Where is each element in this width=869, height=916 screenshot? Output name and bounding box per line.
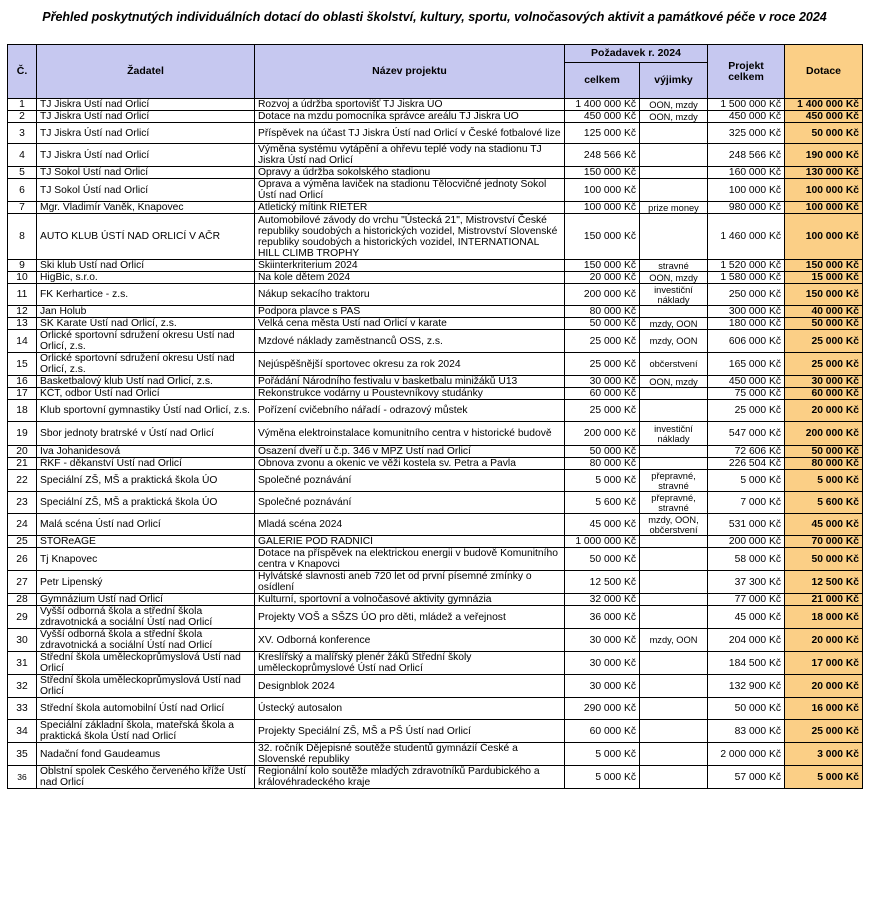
cell-request: 25 000 Kč xyxy=(565,353,640,376)
cell-request: 20 000 Kč xyxy=(565,272,640,284)
cell-project-total: 165 000 Kč xyxy=(708,353,785,376)
cell-no: 33 xyxy=(8,698,37,720)
cell-grant: 5 000 Kč xyxy=(785,766,863,789)
cell-exceptions xyxy=(640,606,708,629)
cell-applicant: TJ Jiskra Ústí nad Orlicí xyxy=(37,144,255,167)
cell-applicant: Jan Holub xyxy=(37,306,255,318)
cell-request: 290 000 Kč xyxy=(565,698,640,720)
cell-project: Designblok 2024 xyxy=(255,675,565,698)
header-project-total: Projekt celkem xyxy=(708,45,785,99)
cell-applicant: Střední škola automobilní Ústí nad Orlicí xyxy=(37,698,255,720)
cell-grant: 25 000 Kč xyxy=(785,330,863,353)
cell-exceptions: občerstvení xyxy=(640,353,708,376)
cell-no: 34 xyxy=(8,720,37,743)
cell-request: 30 000 Kč xyxy=(565,652,640,675)
cell-project-total: 450 000 Kč xyxy=(708,111,785,123)
cell-project: Kulturní, sportovní a volnočasové aktivity gymnázia xyxy=(255,594,565,606)
table-row xyxy=(8,284,863,306)
cell-grant: 25 000 Kč xyxy=(785,353,863,376)
cell-project-total: 75 000 Kč xyxy=(708,388,785,400)
cell-exceptions: mzdy, OON xyxy=(640,318,708,330)
header-request-total: celkem xyxy=(565,63,640,99)
cell-project: GALERIE POD RADNICÍ xyxy=(255,536,565,548)
cell-project: Projekty VOŠ a SŠZS ÚO pro děti, mládež a veřejnost xyxy=(255,606,565,629)
cell-project-total: 25 000 Kč xyxy=(708,400,785,422)
cell-exceptions: přepravné, stravné xyxy=(640,470,708,492)
table-row xyxy=(8,272,863,284)
cell-project-total: 132 900 Kč xyxy=(708,675,785,698)
cell-exceptions: stravné xyxy=(640,260,708,272)
cell-project: Společné poznávání xyxy=(255,470,565,492)
cell-applicant: Nadační fond Gaudeamus xyxy=(37,743,255,766)
cell-applicant: Oblstní spolek Českého červeného kříže Ústí nad Orlicí xyxy=(37,766,255,789)
header-applicant: Žadatel xyxy=(37,45,255,99)
cell-exceptions xyxy=(640,446,708,458)
cell-applicant: Petr Lipenský xyxy=(37,571,255,594)
cell-request: 1 000 000 Kč xyxy=(565,536,640,548)
cell-grant: 50 000 Kč xyxy=(785,446,863,458)
header-no: Č. xyxy=(8,45,37,99)
cell-project: Opravy a údržba sokolského stadionu xyxy=(255,167,565,179)
cell-exceptions xyxy=(640,536,708,548)
cell-project: Mladá scéna 2024 xyxy=(255,514,565,536)
table-row xyxy=(8,594,863,606)
cell-no: 23 xyxy=(8,492,37,514)
cell-grant: 100 000 Kč xyxy=(785,202,863,214)
cell-no: 1 xyxy=(8,99,37,111)
cell-project-total: 248 566 Kč xyxy=(708,144,785,167)
header-exceptions: výjimky xyxy=(640,63,708,99)
cell-grant: 20 000 Kč xyxy=(785,400,863,422)
cell-exceptions: OON, mzdy xyxy=(640,272,708,284)
cell-project-total: 325 000 Kč xyxy=(708,123,785,144)
cell-exceptions xyxy=(640,766,708,789)
header-project: Název projektu xyxy=(255,45,565,99)
cell-no: 15 xyxy=(8,353,37,376)
table-row xyxy=(8,353,863,376)
cell-project-total: 531 000 Kč xyxy=(708,514,785,536)
cell-no: 7 xyxy=(8,202,37,214)
cell-project-total: 83 000 Kč xyxy=(708,720,785,743)
cell-exceptions: přepravné, stravné xyxy=(640,492,708,514)
cell-project: Regionální kolo soutěže mladých zdravotníků Pardubického a královéhradeckého kraje xyxy=(255,766,565,789)
cell-request: 5 600 Kč xyxy=(565,492,640,514)
cell-applicant: Speciální ZŠ, MŠ a praktická škola ÚO xyxy=(37,470,255,492)
cell-grant: 50 000 Kč xyxy=(785,318,863,330)
cell-no: 24 xyxy=(8,514,37,536)
cell-project: Výměna systému vytápění a ohřevu teplé vody na stadionu TJ Jiskra Ústí nad Orlicí xyxy=(255,144,565,167)
table-row xyxy=(8,179,863,202)
cell-applicant: HigBic, s.r.o. xyxy=(37,272,255,284)
cell-no: 36 xyxy=(8,766,37,789)
cell-project: Ústecký autosalon xyxy=(255,698,565,720)
cell-applicant: SK Karate Ústí nad Orlicí, z.s. xyxy=(37,318,255,330)
cell-request: 12 500 Kč xyxy=(565,571,640,594)
cell-applicant: TJ Jiskra Ústí nad Orlicí xyxy=(37,99,255,111)
cell-request: 32 000 Kč xyxy=(565,594,640,606)
cell-applicant: Střední škola uměleckoprůmyslová Ústí nad Orlicí xyxy=(37,652,255,675)
table-row xyxy=(8,458,863,470)
cell-project-total: 77 000 Kč xyxy=(708,594,785,606)
table-row xyxy=(8,99,863,111)
cell-request: 50 000 Kč xyxy=(565,446,640,458)
cell-grant: 3 000 Kč xyxy=(785,743,863,766)
cell-request: 80 000 Kč xyxy=(565,306,640,318)
cell-project-total: 980 000 Kč xyxy=(708,202,785,214)
cell-no: 18 xyxy=(8,400,37,422)
cell-no: 3 xyxy=(8,123,37,144)
cell-project: Projekty Speciální ZŠ, MŠ a PŠ Ústí nad Orlicí xyxy=(255,720,565,743)
cell-no: 32 xyxy=(8,675,37,698)
cell-exceptions xyxy=(640,306,708,318)
cell-project: Skiinterkriterium 2024 xyxy=(255,260,565,272)
cell-grant: 25 000 Kč xyxy=(785,720,863,743)
cell-grant: 50 000 Kč xyxy=(785,123,863,144)
cell-project-total: 1 520 000 Kč xyxy=(708,260,785,272)
table-row xyxy=(8,260,863,272)
table-row xyxy=(8,571,863,594)
cell-applicant: Ski klub Ústí nad Orlicí xyxy=(37,260,255,272)
cell-project: Podpora plavce s PAS xyxy=(255,306,565,318)
cell-request: 36 000 Kč xyxy=(565,606,640,629)
cell-project: Rekonstrukce vodárny u Poustevníkovy studánky xyxy=(255,388,565,400)
table-row xyxy=(8,492,863,514)
cell-grant: 16 000 Kč xyxy=(785,698,863,720)
cell-applicant: Speciální ZŠ, MŠ a praktická škola ÚO xyxy=(37,492,255,514)
cell-no: 2 xyxy=(8,111,37,123)
cell-exceptions xyxy=(640,214,708,260)
cell-request: 150 000 Kč xyxy=(565,260,640,272)
cell-project-total: 547 000 Kč xyxy=(708,422,785,446)
cell-request: 200 000 Kč xyxy=(565,422,640,446)
table-row xyxy=(8,202,863,214)
cell-grant: 80 000 Kč xyxy=(785,458,863,470)
cell-project-total: 160 000 Kč xyxy=(708,167,785,179)
cell-request: 248 566 Kč xyxy=(565,144,640,167)
cell-project: Výměna elektroinstalace komunitního centra v historické budově xyxy=(255,422,565,446)
cell-applicant: Orlické sportovní sdružení okresu Ústí nad Orlicí, z.s. xyxy=(37,353,255,376)
cell-applicant: AUTO KLUB ÚSTÍ NAD ORLICÍ V AČR xyxy=(37,214,255,260)
cell-project-total: 184 500 Kč xyxy=(708,652,785,675)
cell-no: 22 xyxy=(8,470,37,492)
cell-exceptions: mzdy, OON, občerstvení xyxy=(640,514,708,536)
cell-no: 6 xyxy=(8,179,37,202)
table-row xyxy=(8,306,863,318)
cell-applicant: Střední škola uměleckoprůmyslová Ústí nad Orlicí xyxy=(37,675,255,698)
cell-request: 450 000 Kč xyxy=(565,111,640,123)
cell-grant: 21 000 Kč xyxy=(785,594,863,606)
table-row xyxy=(8,514,863,536)
cell-grant: 45 000 Kč xyxy=(785,514,863,536)
cell-no: 16 xyxy=(8,376,37,388)
cell-no: 13 xyxy=(8,318,37,330)
cell-project-total: 5 000 Kč xyxy=(708,470,785,492)
table-row xyxy=(8,743,863,766)
cell-request: 30 000 Kč xyxy=(565,629,640,652)
cell-project: Příspěvek na účast TJ Jiskra Ústí nad Orlicí v České fotbalové lize xyxy=(255,123,565,144)
cell-request: 45 000 Kč xyxy=(565,514,640,536)
cell-applicant: Malá scéna Ústí nad Orlicí xyxy=(37,514,255,536)
cell-project: Hylvátské slavnosti aneb 720 let od první písemné zmínky o osídlení xyxy=(255,571,565,594)
grants-table xyxy=(7,44,863,789)
cell-no: 26 xyxy=(8,548,37,571)
cell-applicant: ŘKF - děkanství Ústí nad Orlicí xyxy=(37,458,255,470)
cell-exceptions: investiční náklady xyxy=(640,422,708,446)
cell-request: 60 000 Kč xyxy=(565,720,640,743)
cell-project: Mzdové náklady zaměstnanců OSS, z.s. xyxy=(255,330,565,353)
cell-exceptions xyxy=(640,548,708,571)
cell-project-total: 1 460 000 Kč xyxy=(708,214,785,260)
cell-applicant: Iva Johanidesová xyxy=(37,446,255,458)
cell-request: 150 000 Kč xyxy=(565,214,640,260)
cell-project: 32. ročník Dějepisné soutěže studentů gymnázií České a Slovenské republiky xyxy=(255,743,565,766)
cell-no: 28 xyxy=(8,594,37,606)
cell-grant: 5 000 Kč xyxy=(785,470,863,492)
cell-exceptions: OON, mzdy xyxy=(640,99,708,111)
cell-grant: 1 400 000 Kč xyxy=(785,99,863,111)
cell-grant: 15 000 Kč xyxy=(785,272,863,284)
cell-project: Obnova zvonu a okenic ve věži kostela sv. Petra a Pavla xyxy=(255,458,565,470)
cell-project-total: 200 000 Kč xyxy=(708,536,785,548)
cell-grant: 20 000 Kč xyxy=(785,675,863,698)
cell-request: 125 000 Kč xyxy=(565,123,640,144)
table-row xyxy=(8,400,863,422)
cell-no: 29 xyxy=(8,606,37,629)
cell-exceptions: prize money xyxy=(640,202,708,214)
cell-project: Pořízení cvičebního nářadí - odrazový můstek xyxy=(255,400,565,422)
cell-request: 5 000 Kč xyxy=(565,766,640,789)
cell-no: 8 xyxy=(8,214,37,260)
cell-grant: 40 000 Kč xyxy=(785,306,863,318)
cell-project: XV. Odborná konference xyxy=(255,629,565,652)
cell-project-total: 50 000 Kč xyxy=(708,698,785,720)
table-row xyxy=(8,144,863,167)
cell-project: Nejúspěšnější sportovec okresu za rok 2024 xyxy=(255,353,565,376)
table-row xyxy=(8,675,863,698)
cell-request: 100 000 Kč xyxy=(565,179,640,202)
cell-project: Dotace na příspěvek na elektrickou energii v budově Komunitního centra v Knapovci xyxy=(255,548,565,571)
cell-exceptions xyxy=(640,594,708,606)
cell-no: 17 xyxy=(8,388,37,400)
cell-exceptions: OON, mzdy xyxy=(640,376,708,388)
table-row xyxy=(8,629,863,652)
cell-applicant: Basketbalový klub Ústí nad Orlicí, z.s. xyxy=(37,376,255,388)
cell-request: 30 000 Kč xyxy=(565,376,640,388)
cell-request: 25 000 Kč xyxy=(565,400,640,422)
cell-project-total: 1 500 000 Kč xyxy=(708,99,785,111)
cell-applicant: FK Kerhartice - z.s. xyxy=(37,284,255,306)
cell-project-total: 57 000 Kč xyxy=(708,766,785,789)
cell-no: 10 xyxy=(8,272,37,284)
cell-project: Kreslířský a malířský plenér žáků Střední školy uměleckoprůmyslové Ústí nad Orlicí xyxy=(255,652,565,675)
cell-request: 5 000 Kč xyxy=(565,743,640,766)
cell-project: Velká cena města Ústí nad Orlicí v karate xyxy=(255,318,565,330)
cell-request: 100 000 Kč xyxy=(565,202,640,214)
table-row xyxy=(8,330,863,353)
cell-applicant: Tj Knapovec xyxy=(37,548,255,571)
table-row xyxy=(8,548,863,571)
cell-applicant: Klub sportovní gymnastiky Ústí nad Orlicí, z.s. xyxy=(37,400,255,422)
cell-no: 31 xyxy=(8,652,37,675)
cell-grant: 17 000 Kč xyxy=(785,652,863,675)
cell-project-total: 2 000 000 Kč xyxy=(708,743,785,766)
cell-exceptions xyxy=(640,123,708,144)
cell-request: 1 400 000 Kč xyxy=(565,99,640,111)
cell-grant: 20 000 Kč xyxy=(785,629,863,652)
cell-grant: 30 000 Kč xyxy=(785,376,863,388)
cell-project-total: 250 000 Kč xyxy=(708,284,785,306)
cell-exceptions: mzdy, OON xyxy=(640,629,708,652)
cell-applicant: Sbor jednoty bratrské v Ústí nad Orlicí xyxy=(37,422,255,446)
table-row xyxy=(8,214,863,260)
table-row xyxy=(8,720,863,743)
cell-grant: 450 000 Kč xyxy=(785,111,863,123)
cell-no: 20 xyxy=(8,446,37,458)
cell-project-total: 7 000 Kč xyxy=(708,492,785,514)
cell-no: 11 xyxy=(8,284,37,306)
header-grant: Dotace xyxy=(785,45,863,99)
cell-grant: 190 000 Kč xyxy=(785,144,863,167)
cell-applicant: KČT, odbor Ústí nad Orlicí xyxy=(37,388,255,400)
cell-project-total: 180 000 Kč xyxy=(708,318,785,330)
cell-request: 50 000 Kč xyxy=(565,548,640,571)
cell-exceptions xyxy=(640,571,708,594)
table-row xyxy=(8,376,863,388)
page-title: Přehled poskytnutých individuálních dotací do oblasti školství, kultury, sportu, volnočasových aktivit a památkové péče v roce 2024 xyxy=(42,10,827,24)
cell-applicant: Mgr. Vladimír Vaněk, Knapovec xyxy=(37,202,255,214)
table-row xyxy=(8,698,863,720)
cell-project-total: 72 606 Kč xyxy=(708,446,785,458)
cell-no: 19 xyxy=(8,422,37,446)
cell-applicant: TJ Sokol Ústí nad Orlicí xyxy=(37,179,255,202)
cell-grant: 5 600 Kč xyxy=(785,492,863,514)
cell-project: Pořádání Národního festivalu v basketbalu minižáků U13 xyxy=(255,376,565,388)
cell-request: 25 000 Kč xyxy=(565,330,640,353)
cell-applicant: Gymnázium Ústí nad Orlicí xyxy=(37,594,255,606)
cell-applicant: STOReAGE xyxy=(37,536,255,548)
cell-applicant: Speciální základní škola, mateřská škola a praktická škola Ústí nad Orlicí xyxy=(37,720,255,743)
table-row xyxy=(8,123,863,144)
cell-applicant: TJ Jiskra Ústí nad Orlicí xyxy=(37,111,255,123)
cell-grant: 200 000 Kč xyxy=(785,422,863,446)
cell-exceptions xyxy=(640,388,708,400)
cell-no: 4 xyxy=(8,144,37,167)
cell-grant: 50 000 Kč xyxy=(785,548,863,571)
table-row xyxy=(8,388,863,400)
cell-exceptions xyxy=(640,743,708,766)
cell-applicant: Vyšší odborná škola a střední škola zdravotnická a sociální Ústí nad Orlicí xyxy=(37,606,255,629)
cell-project: Rozvoj a údržba sportovišť TJ Jiskra ÚO xyxy=(255,99,565,111)
cell-no: 30 xyxy=(8,629,37,652)
cell-exceptions: investiční náklady xyxy=(640,284,708,306)
cell-exceptions: OON, mzdy xyxy=(640,111,708,123)
table-row xyxy=(8,167,863,179)
cell-project: Oprava a výměna laviček na stadionu Tělocvičné jednoty Sokol Ústí nad Orlicí xyxy=(255,179,565,202)
cell-project: Osazení dveří u č.p. 346 v MPZ Ústí nad Orlicí xyxy=(255,446,565,458)
cell-project: Na kole dětem 2024 xyxy=(255,272,565,284)
cell-project: Nákup sekacího traktoru xyxy=(255,284,565,306)
header-request-group: Požadavek r. 2024 xyxy=(565,45,708,63)
cell-no: 35 xyxy=(8,743,37,766)
cell-grant: 12 500 Kč xyxy=(785,571,863,594)
cell-grant: 150 000 Kč xyxy=(785,284,863,306)
cell-no: 27 xyxy=(8,571,37,594)
table-row xyxy=(8,536,863,548)
cell-project-total: 100 000 Kč xyxy=(708,179,785,202)
cell-grant: 70 000 Kč xyxy=(785,536,863,548)
cell-project-total: 37 300 Kč xyxy=(708,571,785,594)
cell-grant: 60 000 Kč xyxy=(785,388,863,400)
cell-project-total: 204 000 Kč xyxy=(708,629,785,652)
table-row xyxy=(8,446,863,458)
cell-project-total: 58 000 Kč xyxy=(708,548,785,571)
cell-applicant: TJ Sokol Ústí nad Orlicí xyxy=(37,167,255,179)
cell-exceptions xyxy=(640,720,708,743)
table-row xyxy=(8,652,863,675)
cell-project-total: 606 000 Kč xyxy=(708,330,785,353)
cell-request: 200 000 Kč xyxy=(565,284,640,306)
cell-request: 150 000 Kč xyxy=(565,167,640,179)
cell-project-total: 1 580 000 Kč xyxy=(708,272,785,284)
table-row xyxy=(8,318,863,330)
cell-request: 30 000 Kč xyxy=(565,675,640,698)
cell-request: 80 000 Kč xyxy=(565,458,640,470)
cell-grant: 130 000 Kč xyxy=(785,167,863,179)
table-row xyxy=(8,766,863,789)
cell-no: 5 xyxy=(8,167,37,179)
cell-no: 9 xyxy=(8,260,37,272)
cell-exceptions: mzdy, OON xyxy=(640,330,708,353)
cell-exceptions xyxy=(640,400,708,422)
cell-grant: 150 000 Kč xyxy=(785,260,863,272)
cell-no: 12 xyxy=(8,306,37,318)
cell-exceptions xyxy=(640,652,708,675)
cell-project-total: 226 504 Kč xyxy=(708,458,785,470)
cell-no: 21 xyxy=(8,458,37,470)
cell-exceptions xyxy=(640,179,708,202)
cell-exceptions xyxy=(640,167,708,179)
cell-request: 60 000 Kč xyxy=(565,388,640,400)
table-row xyxy=(8,606,863,629)
cell-exceptions xyxy=(640,675,708,698)
cell-applicant: TJ Jiskra Ústí nad Orlicí xyxy=(37,123,255,144)
cell-exceptions xyxy=(640,458,708,470)
table-row xyxy=(8,111,863,123)
cell-project: Atletický mítink RIETER xyxy=(255,202,565,214)
cell-request: 5 000 Kč xyxy=(565,470,640,492)
cell-no: 25 xyxy=(8,536,37,548)
cell-no: 14 xyxy=(8,330,37,353)
cell-exceptions xyxy=(640,698,708,720)
cell-request: 50 000 Kč xyxy=(565,318,640,330)
cell-project-total: 300 000 Kč xyxy=(708,306,785,318)
table-row xyxy=(8,422,863,446)
cell-project: Automobilové závody do vrchu "Ústecká 21", Mistrovství České republiky soudobých a historických vozidel, Mistrovství Slovenské republiky soudobých a historických vozidel, INTERNATIONAL HILL CLIMB TROPHY xyxy=(255,214,565,260)
cell-grant: 100 000 Kč xyxy=(785,214,863,260)
cell-project: Dotace na mzdu pomocníka správce areálu TJ Jiskra ÚO xyxy=(255,111,565,123)
cell-applicant: Orlické sportovní sdružení okresu Ústí nad Orlicí, z.s. xyxy=(37,330,255,353)
cell-applicant: Vyšší odborná škola a střední škola zdravotnická a sociální Ústí nad Orlicí xyxy=(37,629,255,652)
cell-exceptions xyxy=(640,144,708,167)
cell-project-total: 45 000 Kč xyxy=(708,606,785,629)
table-row xyxy=(8,470,863,492)
cell-grant: 18 000 Kč xyxy=(785,606,863,629)
cell-grant: 100 000 Kč xyxy=(785,179,863,202)
cell-project: Společné poznávání xyxy=(255,492,565,514)
cell-project-total: 450 000 Kč xyxy=(708,376,785,388)
